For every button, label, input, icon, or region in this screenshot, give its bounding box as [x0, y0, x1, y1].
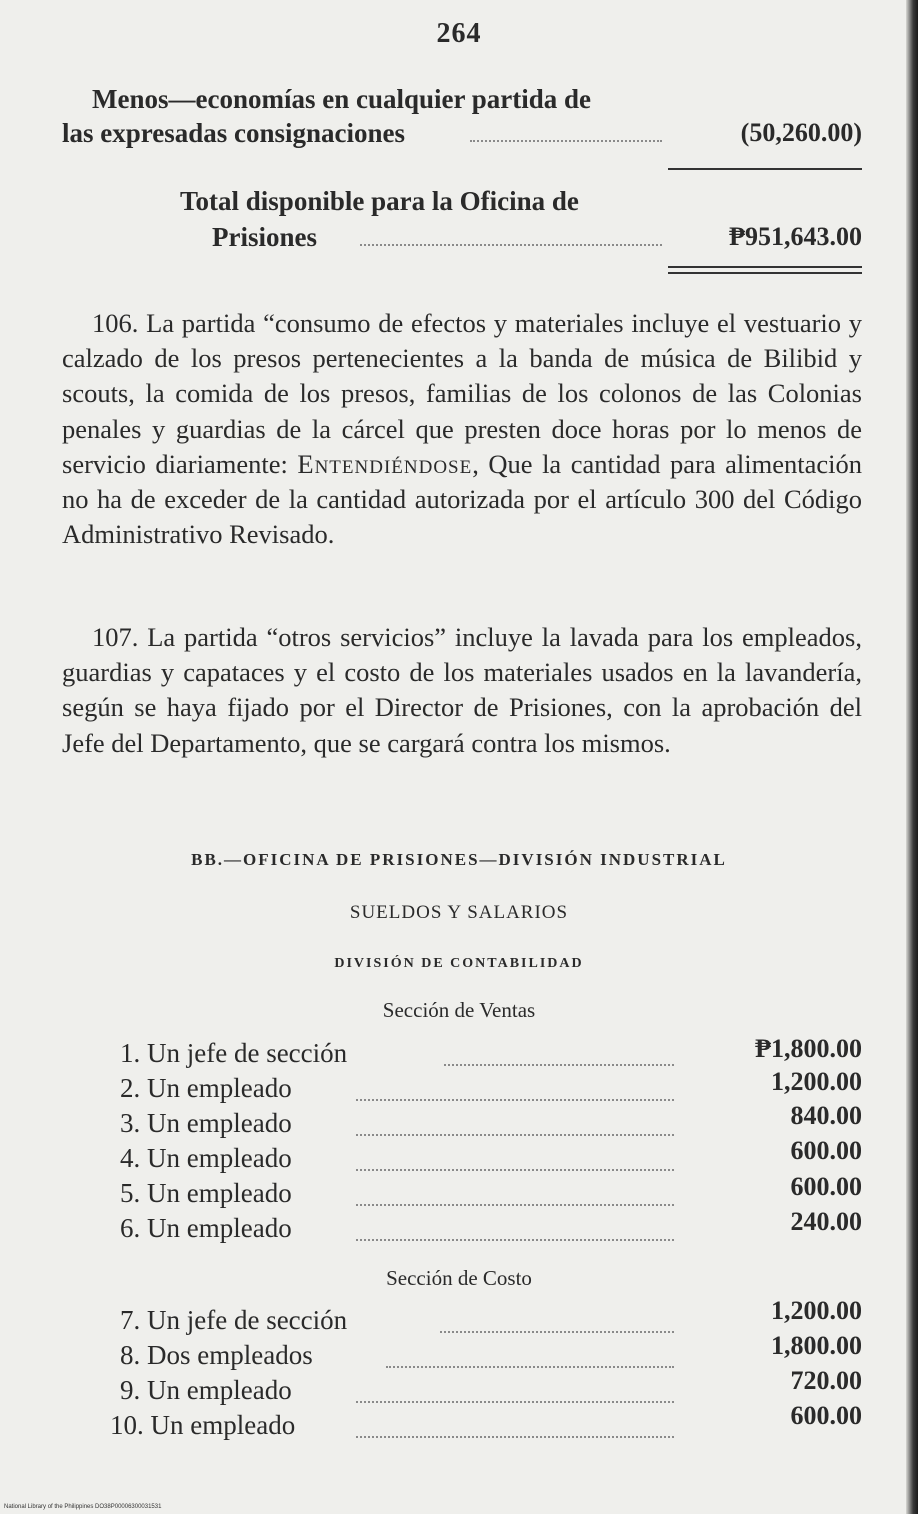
list-item-label: 10. Un empleado: [110, 1410, 296, 1440]
list-item-amount: 600.00: [790, 1401, 862, 1430]
less-line-text-1: Menos—economías en cualquier partida de: [92, 84, 591, 114]
leader-dots: [440, 1331, 674, 1333]
leader-dots: [356, 1436, 674, 1438]
list-item-amount: ₱1,800.00: [755, 1034, 862, 1063]
section-title-costo: Sección de Costo: [386, 1266, 532, 1290]
total-amount: ₱951,643.00: [729, 222, 862, 251]
entendiendose-small-caps: Entendiéndose: [297, 448, 473, 479]
scan-footer-note: National Library of the Philippines DO38P00006300031531: [4, 1504, 162, 1510]
total-line-text-2: Prisiones: [212, 222, 317, 252]
sum-rule: [668, 168, 862, 170]
list-item-amount: 240.00: [790, 1207, 862, 1236]
list-item-label: 3. Un empleado: [120, 1108, 292, 1138]
paragraph-106-text-b: , Que la cantidad para alimentación no ha de exceder de la cantidad autorizada por el artículo 300 del Código Administrativo Revisado.: [62, 448, 862, 550]
leader-dots: [444, 1064, 674, 1066]
paragraph-107: [62, 620, 862, 761]
division-heading: DIVISIÓN DE CONTABILIDAD: [334, 956, 584, 971]
paragraph-106: [62, 306, 862, 552]
paragraph-107-text: 107. La partida “otros servicios” incluye la lavada para los empleados, guardias y capataces y el costo de los materiales usados en la lavandería, según se haya fijado por el Director de Prisiones, con la aprobación del Jefe del Departamento, que se cargará contra los mismos.: [62, 622, 862, 758]
list-item-amount: 840.00: [790, 1101, 862, 1130]
leader-dots: [356, 1204, 674, 1206]
salaries-subheading: SUELDOS Y SALARIOS: [349, 902, 569, 923]
list-item-label: 2. Un empleado: [120, 1073, 292, 1103]
leader-dots: [470, 140, 662, 142]
list-item-amount: 600.00: [790, 1136, 862, 1165]
section-heading: BB.—OFICINA DE PRISIONES—DIVISIÓN INDUSTRIAL: [191, 850, 727, 869]
list-item-amount: 1,200.00: [771, 1296, 862, 1325]
double-rule-bottom: [668, 272, 862, 274]
leader-dots: [356, 1401, 674, 1403]
leader-dots: [356, 1239, 674, 1241]
total-line-text-1: Total disponible para la Oficina de: [180, 186, 579, 216]
list-item-label: 4. Un empleado: [120, 1143, 292, 1173]
leader-dots: [356, 1134, 674, 1136]
section-title-ventas: Sección de Ventas: [382, 998, 536, 1022]
list-item-label: 9. Un empleado: [120, 1375, 292, 1405]
list-item-amount: 1,800.00: [771, 1331, 862, 1360]
leader-dots: [360, 244, 662, 246]
list-item-amount: 1,200.00: [771, 1067, 862, 1096]
list-item-label: 1. Un jefe de sección: [120, 1038, 348, 1068]
paragraph-106-text-a: 106. La partida “consumo de efectos y materiales incluye el vestuario y calzado de los presos pertenecientes a la banda de música de Bilibid y scouts, la comida de los presos, familias de los colonos de las Colonias penales y guardias de la cárcel que presten doce horas por lo menos de servicio diariamente:: [62, 308, 862, 479]
list-item-label: 6. Un empleado: [120, 1213, 292, 1243]
less-line-text-2: las expresadas consignaciones: [62, 118, 406, 148]
list-item-amount: 720.00: [790, 1366, 862, 1395]
double-rule-top: [668, 266, 862, 268]
list-item-amount: 600.00: [790, 1172, 862, 1201]
page-edge-shadow: [906, 0, 918, 1514]
leader-dots: [386, 1366, 674, 1368]
list-item-label: 5. Un empleado: [120, 1178, 292, 1208]
leader-dots: [356, 1099, 674, 1101]
list-item-label: 8. Dos empleados: [120, 1340, 313, 1370]
list-item-label: 7. Un jefe de sección: [120, 1305, 348, 1335]
page-number: 264: [436, 18, 482, 49]
leader-dots: [356, 1169, 674, 1171]
less-amount: (50,260.00): [740, 118, 862, 147]
